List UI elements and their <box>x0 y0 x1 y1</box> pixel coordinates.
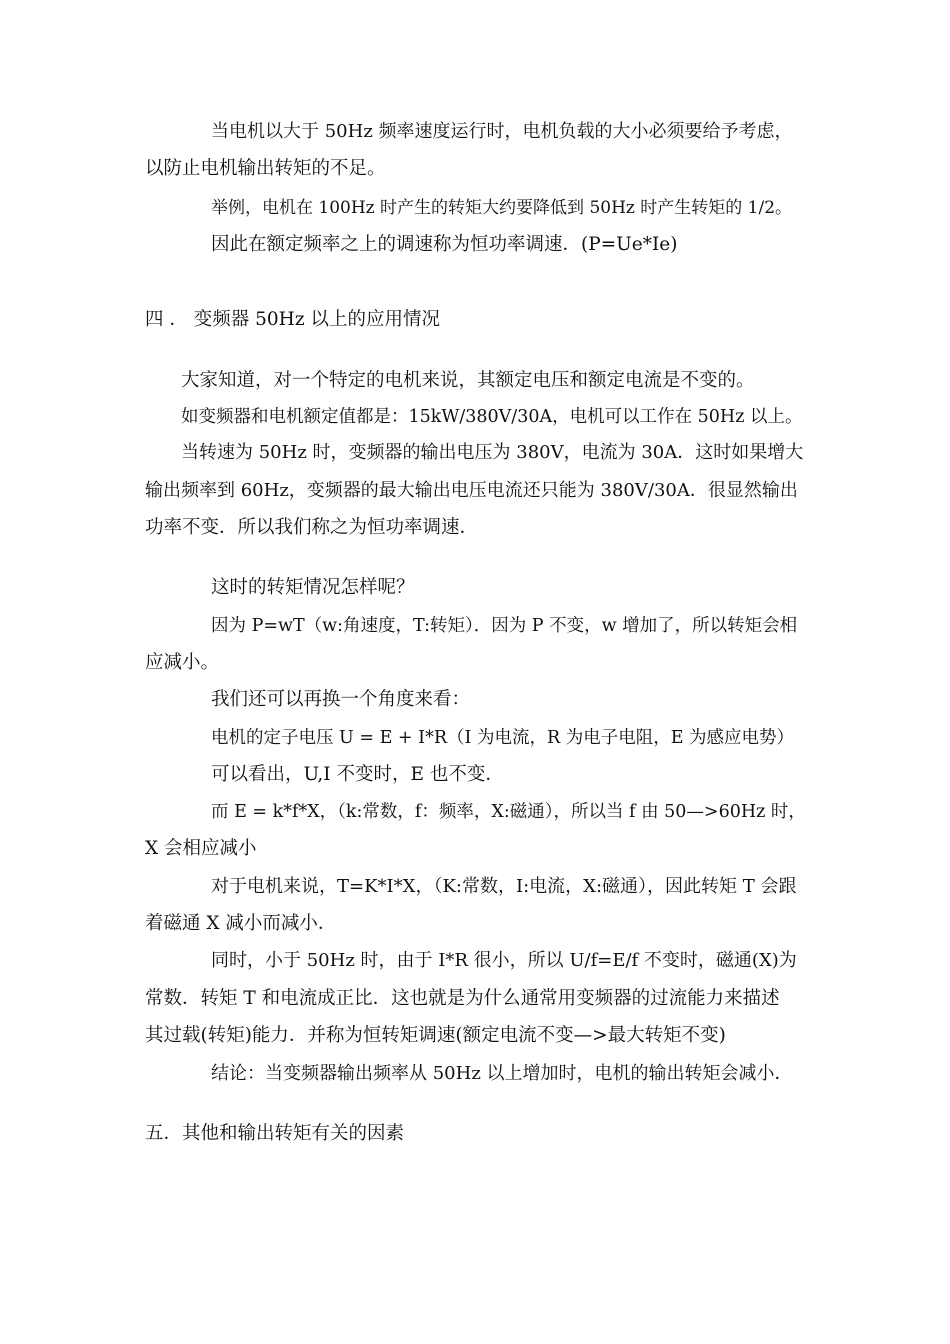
section-heading: 五．其他和输出转矩有关的因素 <box>145 1123 405 1144</box>
paragraph-line: 其过载(转矩)能力．并称为恒转矩调速(额定电流不变—>最大转矩不变) <box>145 1025 726 1046</box>
paragraph-line: 大家知道，对一个特定的电机来说，其额定电压和额定电流是不变的。 <box>181 370 755 391</box>
paragraph-line: 可以看出，U,I 不变时，E 也不变． <box>211 764 504 785</box>
paragraph-line: 如变频器和电机额定值都是：15kW/380V/30A，电机可以工作在 50Hz 以上。 <box>181 407 803 427</box>
paragraph-line: 应减小。 <box>145 652 220 673</box>
paragraph-line: 我们还可以再换一个角度来看： <box>211 689 471 710</box>
paragraph-line: X 会相应减小 <box>145 838 257 859</box>
paragraph-line: 对于电机来说，T=K*I*X，（K:常数，I:电流，X:磁通），因此转矩 T 会跟 <box>211 876 797 897</box>
paragraph-line: 常数．转矩 T 和电流成正比．这也就是为什么通常用变频器的过流能力来描述 <box>145 988 780 1009</box>
paragraph-line: 同时，小于 50Hz 时，由于 I*R 很小，所以 U/f=E/f 不变时，磁通(X)为 <box>211 950 797 971</box>
paragraph-line: 电机的定子电压 U = E + I*R（I 为电流，R 为电子电阻，E 为感应电势） <box>211 728 795 748</box>
paragraph-line: 着磁通 X 减小而减小． <box>145 913 337 934</box>
paragraph-line: 这时的转矩情况怎样呢？ <box>211 577 415 598</box>
paragraph-line: 以防止电机输出转矩的不足。 <box>145 158 386 179</box>
paragraph-line: 当转速为 50Hz 时，变频器的输出电压为 380V，电流为 30A．这时如果增大 <box>181 442 804 463</box>
section-heading: 四 ． 变频器 50Hz 以上的应用情况 <box>145 309 440 330</box>
paragraph-line: 功率不变．所以我们称之为恒功率调速． <box>145 517 479 538</box>
paragraph-line: 输出频率到 60Hz，变频器的最大输出电压电流还只能为 380V/30A．很显然输出 <box>145 480 798 501</box>
paragraph-line: 当电机以大于 50Hz 频率速度运行时，电机负载的大小必须要给予考虑， <box>211 121 793 142</box>
paragraph-line: 举例，电机在 100Hz 时产生的转矩大约要降低到 50Hz 时产生转矩的 1/2。 <box>211 198 793 218</box>
paragraph-line: 因此在额定频率之上的调速称为恒功率调速．(P=Ue*Ie) <box>211 234 678 255</box>
paragraph-line: 因为 P=wT（w:角速度，T:转矩）．因为 P 不变，w 增加了，所以转矩会相 <box>211 616 798 636</box>
paragraph-line: 而 E = k*f*X，（k:常数，f：频率，X:磁通），所以当 f 由 50—>60Hz 时， <box>211 802 806 822</box>
paragraph-line: 结论：当变频器输出频率从 50Hz 以上增加时，电机的输出转矩会减小． <box>211 1063 793 1084</box>
